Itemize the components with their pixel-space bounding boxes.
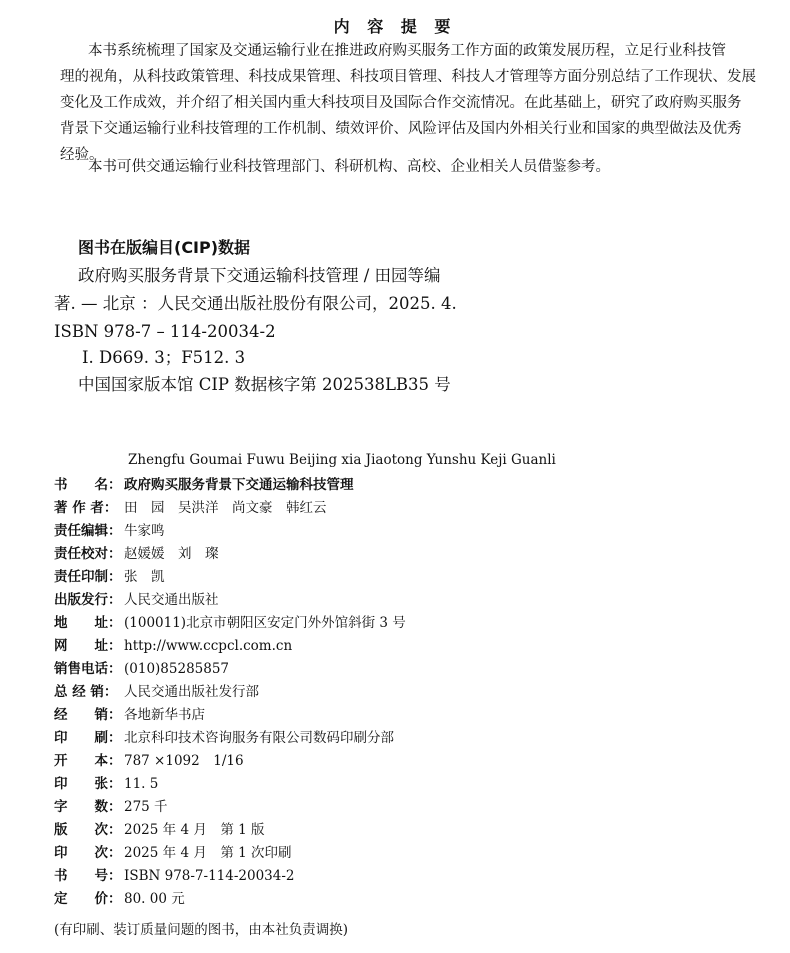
colophon-row-title [54, 474, 354, 496]
colophon-row-editor [54, 520, 165, 542]
row-label: 印 张： [54, 776, 122, 792]
row-label: 印 刷： [54, 730, 122, 746]
row-label: 定 价： [54, 891, 122, 907]
summary-line: 变化及工作成效，并介绍了相关国内重大科技项目及国际合作交流情况。在此基础上，研究了政府购买服务 [60, 95, 742, 111]
cip-line: Ⅰ. D669. 3；F512. 3 [82, 348, 246, 367]
colophon-row-printing [54, 842, 292, 864]
summary-line: 背景下交通运输行业科技管理的工作机制、绩效评价、风险评估及国内外相关行业和国家的典型做法及优秀 [60, 121, 742, 137]
row-value: 787 ×1092 1/16 [124, 753, 244, 769]
row-value: 2025 年 4 月 第 1 次印刷 [124, 845, 292, 861]
row-label: 责任校对： [54, 546, 122, 562]
row-value: 田 园 吴洪洋 尚文豪 韩红云 [124, 500, 327, 516]
summary-line: 本书系统梳理了国家及交通运输行业在推进政府购买服务工作方面的政策发展历程，立足行业科技管 [88, 43, 726, 59]
row-label: 总 经 销： [54, 684, 118, 700]
colophon-row-print-supervisor [54, 566, 165, 588]
colophon-row-sheets [54, 773, 158, 795]
row-label: 书 号： [54, 868, 122, 884]
row-value: 80. 00 元 [124, 891, 185, 907]
pinyin-title: Zhengfu Goumai Fuwu Beijing xia Jiaotong Yunshu Keji Guanli [128, 452, 556, 468]
colophon-row-printer [54, 727, 394, 749]
colophon-row-word-count [54, 796, 168, 818]
row-value: http://www.ccpcl.com.cn [124, 638, 293, 654]
row-label: 出版发行： [54, 592, 122, 608]
row-label: 著 作 者： [54, 500, 118, 516]
row-value: ISBN 978-7-114-20034-2 [124, 868, 295, 884]
colophon-row-distributor [54, 681, 259, 703]
colophon-row-sales-phone [54, 658, 229, 680]
row-value: 北京科印技术咨询服务有限公司数码印刷分部 [124, 730, 394, 746]
row-label: 经 销： [54, 707, 122, 723]
colophon-row-website [54, 635, 292, 657]
cip-line: 中国国家版本馆 CIP 数据核字第 202538LB35 号 [78, 375, 451, 394]
row-value: 人民交通出版社 [124, 592, 219, 608]
colophon-row-price [54, 888, 185, 910]
row-label: 网 址： [54, 638, 122, 654]
row-value: (100011)北京市朝阳区安定门外外馆斜街 3 号 [124, 615, 406, 631]
colophon-row-isbn [54, 865, 295, 887]
row-value: (010)85285857 [124, 661, 230, 677]
row-value: 赵媛媛 刘 璨 [124, 546, 219, 562]
row-label: 责任编辑： [54, 523, 122, 539]
summary-paragraph-2: 本书可供交通运输行业科技管理部门、科研机构、高校、企业相关人员借鉴参考。 [88, 159, 610, 175]
row-value: 275 千 [124, 799, 168, 815]
row-value: 2025 年 4 月 第 1 版 [124, 822, 265, 838]
colophon-row-format [54, 750, 244, 772]
colophon-row-publisher [54, 589, 219, 611]
row-label: 印 次： [54, 845, 122, 861]
row-value: 11. 5 [124, 776, 159, 792]
colophon-row-retailer [54, 704, 205, 726]
colophon-row-address [54, 612, 406, 634]
row-label: 销售电话： [54, 661, 122, 677]
cip-line: ISBN 978-7 – 114-20034-2 [54, 322, 276, 341]
quality-footnote: (有印刷、装订质量问题的图书，由本社负责调换) [54, 922, 349, 938]
row-value: 各地新华书店 [124, 707, 205, 723]
summary-line: 经验。 [60, 147, 104, 163]
row-label: 责任印制： [54, 569, 122, 585]
cip-line: 政府购买服务背景下交通运输科技管理 / 田园等编 [78, 266, 441, 285]
row-label: 地 址： [54, 615, 122, 631]
colophon-row-authors [54, 497, 327, 519]
summary-paragraph-1 [60, 38, 778, 168]
cip-line: 著. — 北京 ：人民交通出版社股份有限公司，2025. 4. [54, 294, 457, 313]
row-value: 人民交通出版社发行部 [124, 684, 259, 700]
cip-heading: 图书在版编目(CIP)数据 [78, 238, 251, 257]
row-label: 开 本： [54, 753, 122, 769]
row-label: 书 名： [54, 477, 122, 493]
row-value: 张 凯 [124, 569, 165, 585]
row-value: 牛家鸣 [124, 523, 165, 539]
row-label: 版 次： [54, 822, 122, 838]
row-value: 政府购买服务背景下交通运输科技管理 [124, 477, 354, 493]
row-label: 字 数： [54, 799, 122, 815]
colophon-row-proofreader [54, 543, 219, 565]
colophon-row-edition [54, 819, 265, 841]
summary-title: 内 容 提 要 [333, 17, 457, 36]
summary-line: 理的视角，从科技政策管理、科技成果管理、科技项目管理、科技人才管理等方面分别总结了工作现状、发展 [60, 69, 756, 85]
